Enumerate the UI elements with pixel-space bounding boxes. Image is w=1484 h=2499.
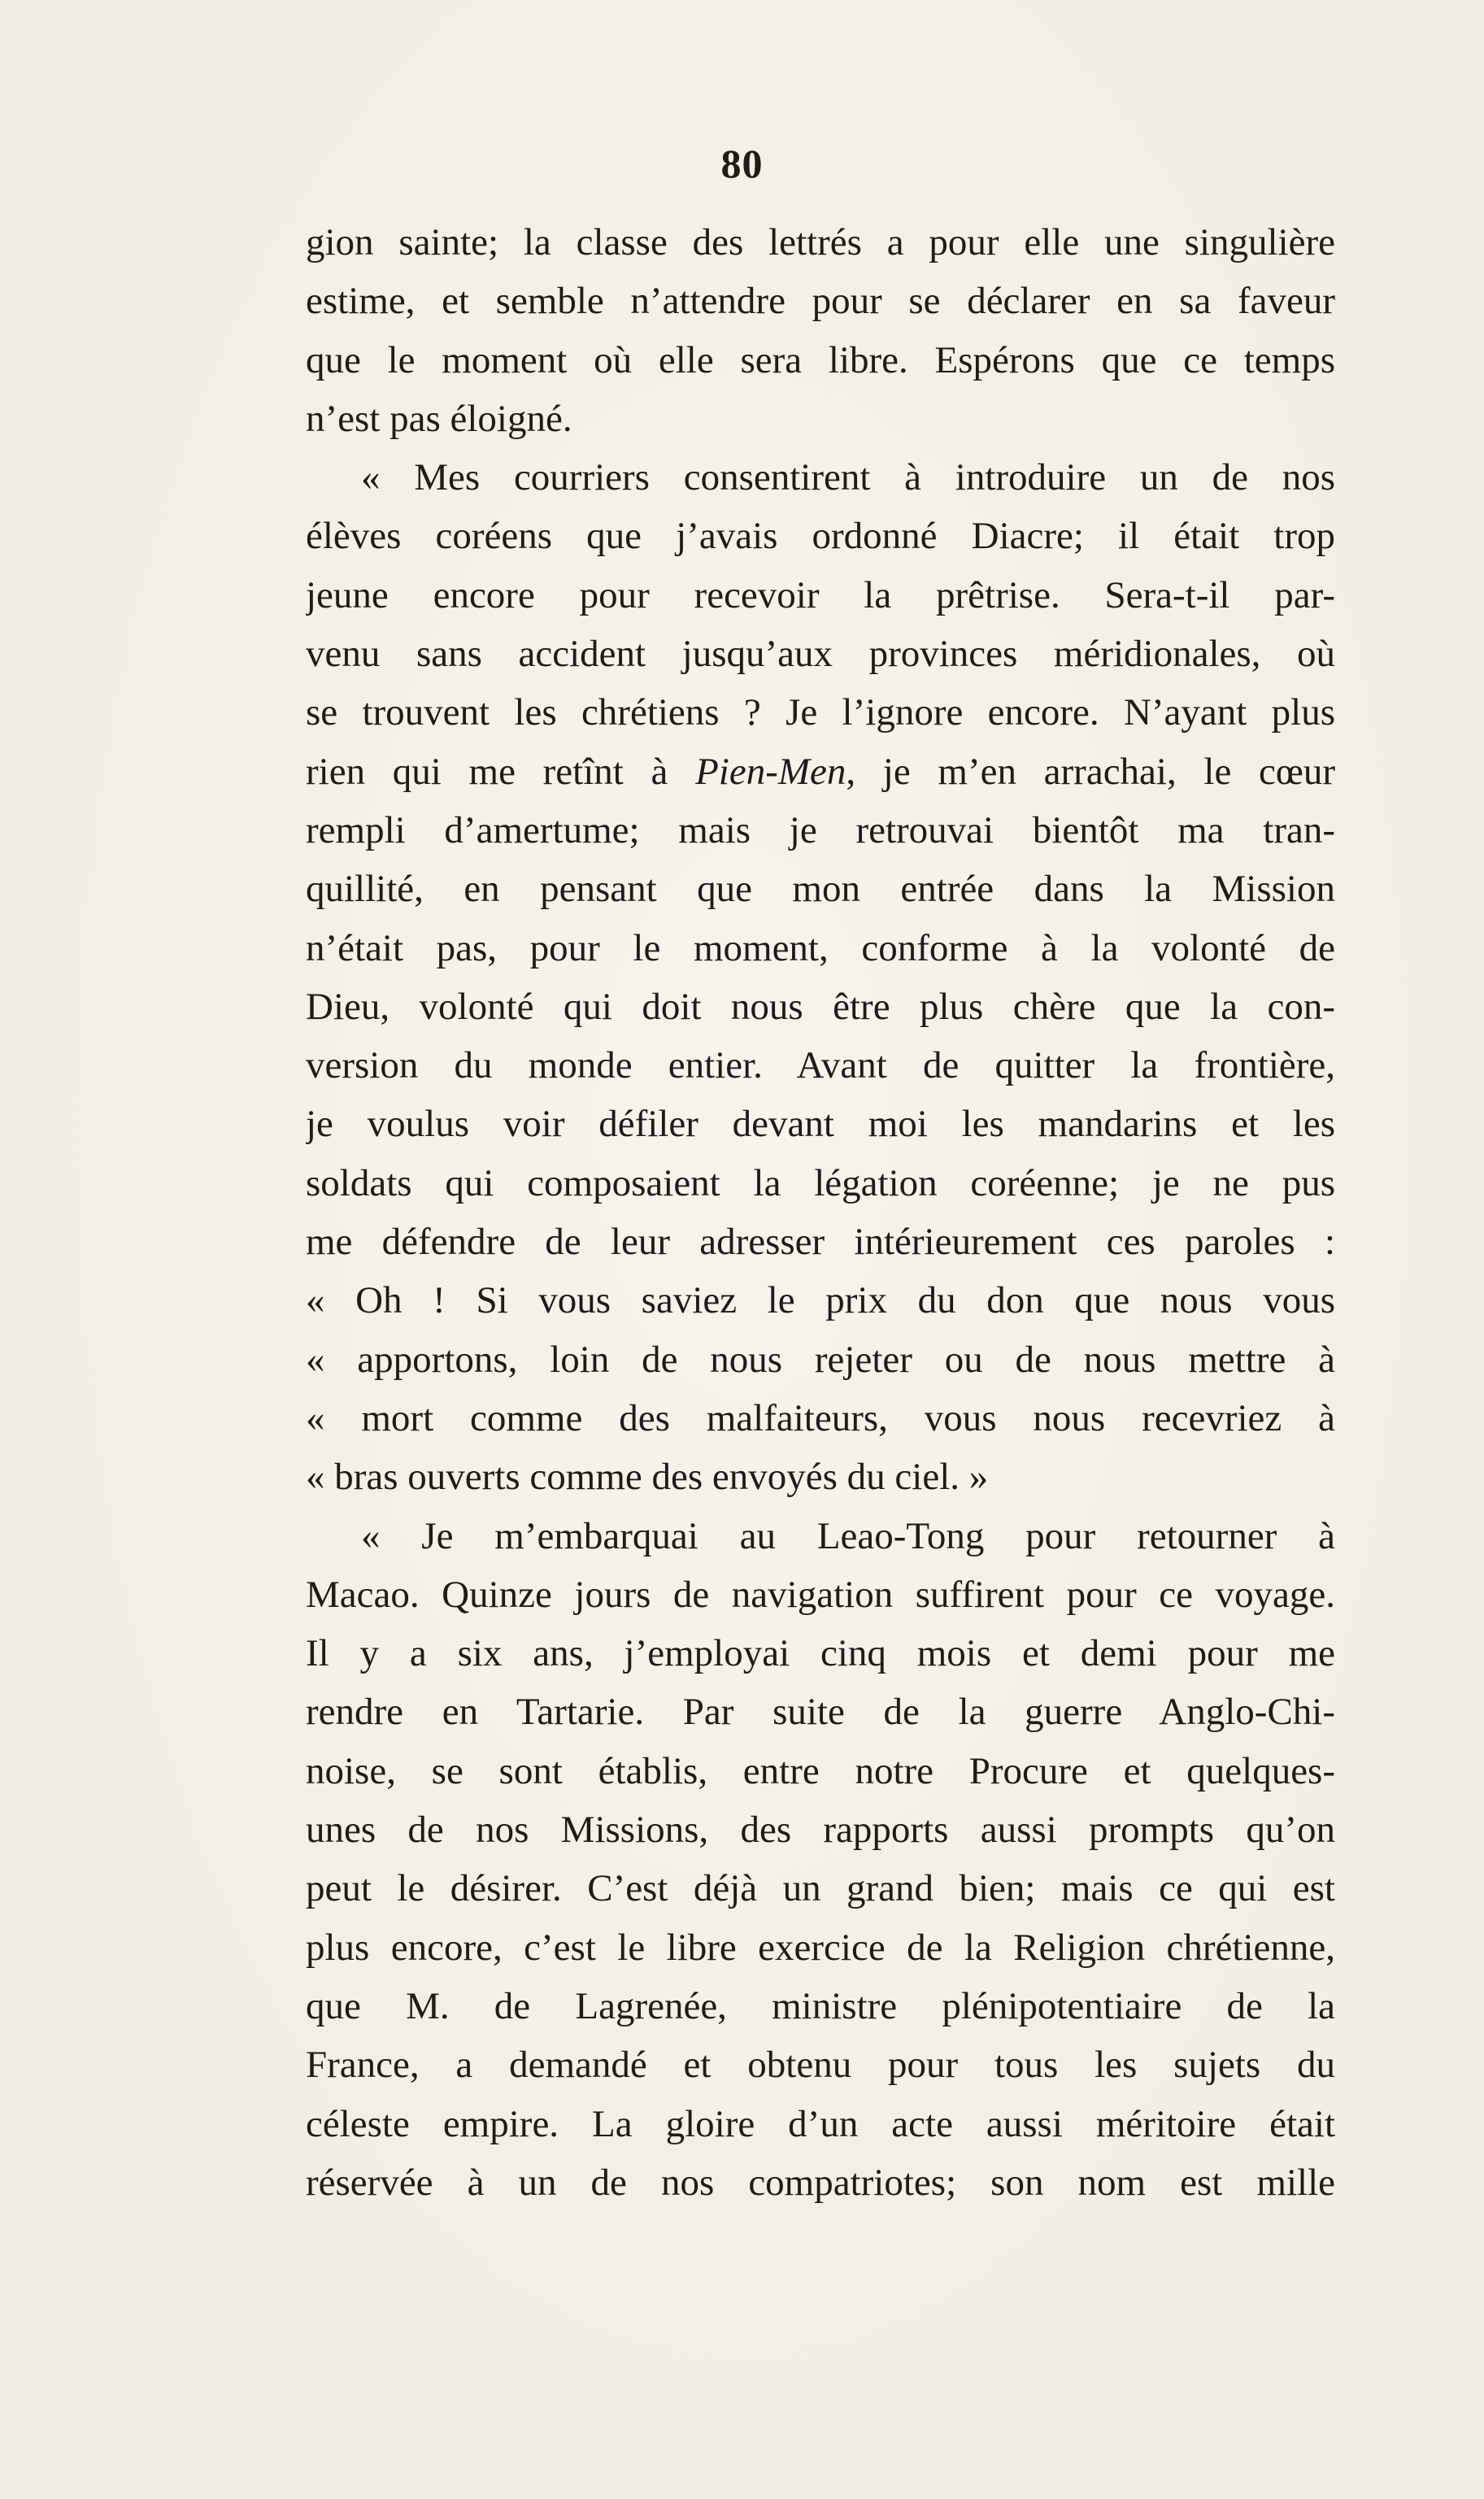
text-line: Il y a six ans, j’employai cinq mois et demi pour me xyxy=(306,1632,1335,1675)
text-line: venu sans accident jusqu’aux provinces méridionales, où xyxy=(306,633,1335,676)
place-name: Pien-Men xyxy=(695,750,846,793)
text-line: « bras ouverts comme des envoyés du ciel. » xyxy=(306,1456,989,1499)
text-line: peut le désirer. C’est déjà un grand bien; mais ce qui est xyxy=(306,1867,1335,1910)
text-line: « apportons, loin de nous rejeter ou de nous mettre à xyxy=(306,1338,1335,1381)
text-line: Dieu, volonté qui doit nous être plus chère que la con- xyxy=(306,985,1335,1028)
text-line: estime, et semble n’attendre pour se déclarer en sa faveur xyxy=(306,280,1335,323)
text-line: réservée à un de nos compatriotes; son nom est mille xyxy=(306,2161,1335,2204)
text-line: quillité, en pensant que mon entrée dans la Mission xyxy=(306,868,1335,911)
text-line: n’était pas, pour le moment, conforme à la volonté de xyxy=(306,926,1335,969)
text-line: se trouvent les chrétiens ? Je l’ignore encore. N’ayant plus xyxy=(306,691,1335,734)
text-line: « mort comme des malfaiteurs, vous nous recevriez à xyxy=(306,1396,1335,1439)
text-line: céleste empire. La gloire d’un acte aussi méritoire était xyxy=(306,2102,1335,2145)
text-line: jeune encore pour recevoir la prêtrise. Sera-t-il par- xyxy=(306,573,1335,616)
text-line: unes de nos Missions, des rapports aussi prompts qu’on xyxy=(306,1809,1335,1852)
text-line: « Oh ! Si vous saviez le prix du don que nous vous xyxy=(306,1279,1335,1322)
text-line: Macao. Quinze jours de navigation suffirent pour ce voyage. xyxy=(306,1573,1335,1616)
body-text xyxy=(306,213,1335,2212)
text-line: n’est pas éloigné. xyxy=(306,397,572,440)
text-line: plus encore, c’est le libre exercice de la Religion chrétienne, xyxy=(306,1926,1335,1969)
text-line: version du monde entier. Avant de quitter la frontière, xyxy=(306,1044,1335,1087)
text-line: rien qui me retînt à Pien-Men, je m’en arrachai, le cœur xyxy=(306,750,1335,793)
text-line: que M. de Lagrenée, ministre plénipotentiaire de la xyxy=(306,1984,1335,2027)
text-line: soldats qui composaient la légation coréenne; je ne pus xyxy=(306,1161,1335,1204)
text-line: « Je m’embarquai au Leao-Tong pour retourner à xyxy=(361,1514,1335,1557)
text-line: gion sainte; la classe des lettrés a pour elle une singulière xyxy=(306,221,1335,263)
text-line: je voulus voir défiler devant moi les mandarins et les xyxy=(306,1103,1335,1146)
text-line: noise, se sont établis, entre notre Procure et quelques- xyxy=(306,1749,1335,1792)
text-line: rempli d’amertume; mais je retrouvai bientôt ma tran- xyxy=(306,808,1335,851)
text-line: France, a demandé et obtenu pour tous les sujets du xyxy=(306,2044,1335,2087)
text-line: me défendre de leur adresser intérieurement ces paroles : xyxy=(306,1221,1335,1264)
text-line: élèves coréens que j’avais ordonné Diacre; il était trop xyxy=(306,515,1335,558)
text-line: « Mes courriers consentirent à introduire un de nos xyxy=(361,456,1335,499)
page-number: 80 xyxy=(720,141,764,186)
text-line: rendre en Tartarie. Par suite de la guerre Anglo-Chi- xyxy=(306,1691,1335,1734)
text-line: que le moment où elle sera libre. Espérons que ce temps xyxy=(306,338,1335,381)
